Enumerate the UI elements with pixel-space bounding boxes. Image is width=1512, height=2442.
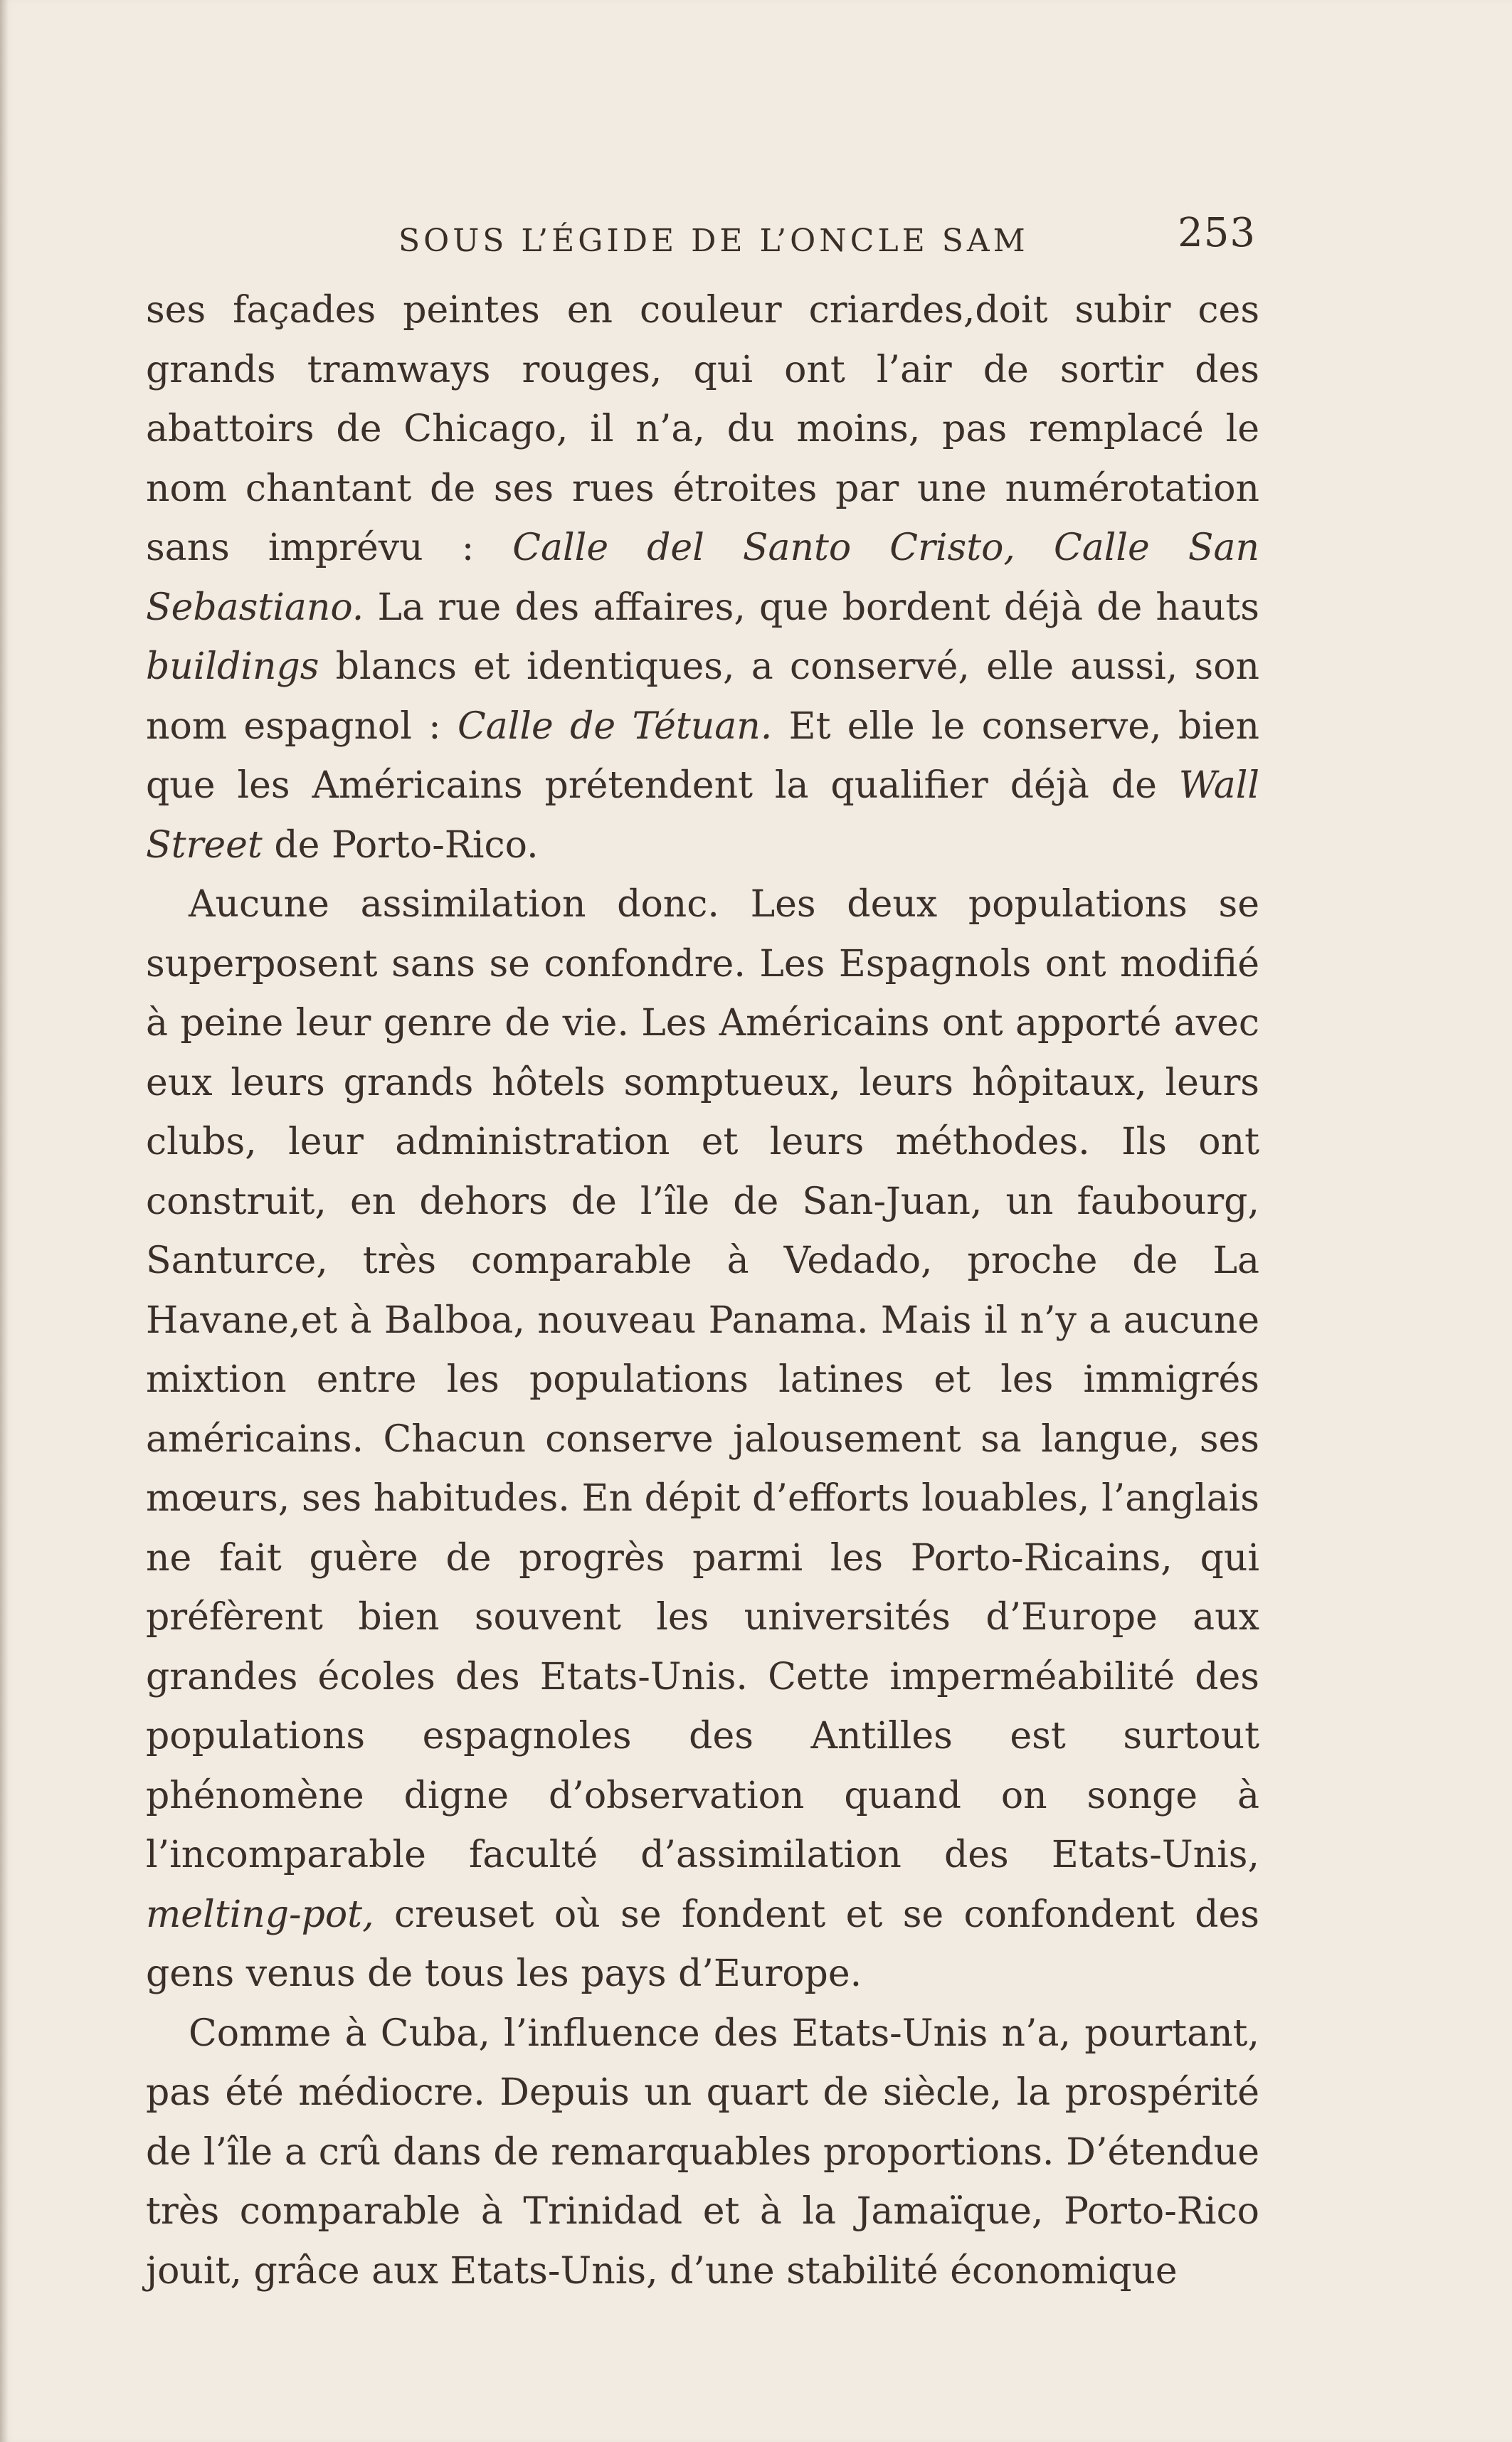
paragraph-3 xyxy=(146,2004,1259,2302)
paragraph-1-text-c: La rue des affaires, que bordent déjà de hauts xyxy=(364,586,1259,629)
paragraph-2 xyxy=(146,875,1259,2004)
melting-pot-term: melting-pot, xyxy=(146,1893,374,1936)
street-names: Calle del Santo Cristo, Calle San Sebastiano. xyxy=(146,527,1259,629)
paragraph-1-text-i: de Porto-Rico. xyxy=(262,823,539,867)
running-title: SOUS L’ÉGIDE DE L’ONCLE SAM xyxy=(398,223,1029,259)
paragraph-1 xyxy=(146,281,1259,875)
wall-street: Wall Street xyxy=(146,764,1259,867)
paragraph-1-text-e: blancs et identiques, a conservé, elle aussi, son nom espagnol : xyxy=(146,645,1259,748)
paragraph-2-text-a: Aucune assimilation donc. Les deux populations se superposent sans se confondre. Les Espagnols ont modifié à peine leur genre de vie. Les Américains ont apporté avec eux leurs grands hôtels somptueux, leurs hôpitaux, leurs clubs, leur administration et leurs méthodes. Ils ont construit, en dehors de l’île de San-Juan, un faubourg, Santurce, très comparable à Vedado, proche de La Havane,et à Balboa, nouveau Panama. Mais il n’y a aucune mixtion entre les populations latines et les immigrés américains. Chacun conserve jalousement sa langue, ses mœurs, ses habitudes. En dépit d’efforts louables, l’anglais ne fait guère de progrès parmi les Porto-Ricains, qui préfèrent bien souvent les universités d’Europe aux grandes écoles des Etats-Unis. Cette imperméabilité des populations espagnoles des Antilles est surtout phénomène digne d’observation quand on songe à l’incomparable faculté d’assimilation des Etats-Unis, xyxy=(146,883,1259,1876)
page-gutter-shadow xyxy=(0,0,9,2442)
page-number: 253 xyxy=(1178,210,1256,256)
page-header xyxy=(146,208,1259,265)
paragraph-1-text-a: ses façades peintes en couleur criardes,doit subir ces grands tramways rouges, qui ont l’air de sortir des abattoirs de Chicago, il n’a, du moins, pas remplacé le nom chantant de ses rues étroites par une numérotation sans imprévu : xyxy=(146,289,1259,569)
paragraph-2-text-c: creuset où se fondent et se confondent des gens venus de tous les pays d’Europe. xyxy=(146,1893,1259,1995)
body-text xyxy=(146,281,1259,2301)
buildings-term: buildings xyxy=(146,645,319,688)
paragraph-3-text-a: Comme à Cuba, l’influence des Etats-Unis n’a, pourtant, pas été médiocre. Depuis un quart de siècle, la prospérité de l’île a crû dans de remarquables proportions. D’étendue très comparable à Trinidad et à la Jamaïque, Porto-Rico jouit, grâce aux Etats-Unis, d’une stabilité économique xyxy=(146,2012,1259,2293)
calle-de-tetuan: Calle de Tétuan. xyxy=(458,704,773,748)
paragraph-1-text-g: Et elle le conserve, bien que les Américains prétendent la qualifier déjà de xyxy=(146,704,1260,807)
